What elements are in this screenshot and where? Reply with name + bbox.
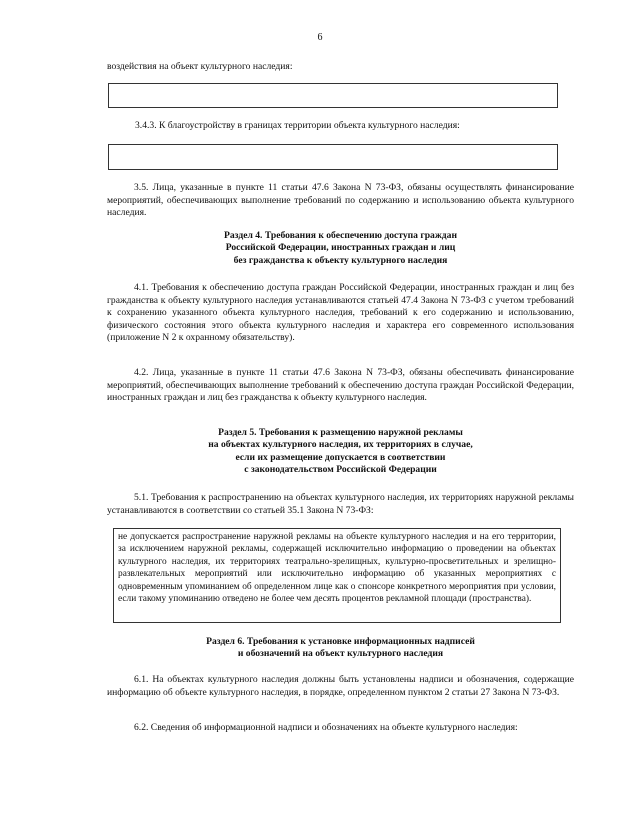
paragraph-5-1: 5.1. Требования к распространению на объектах культурного наследия, их территориях наружной рекламы устанавливаются в соответствии со статьей 35.1 Закона N 73-ФЗ: <box>107 492 574 516</box>
paragraph-6-1: 6.1. На объектах культурного наследия должны быть установлены надписи и обозначения, содержащие информацию об объекте культурного наследия, в порядке, определенном пунктом 2 статьи 27 Закона N 73-ФЗ. <box>107 674 574 698</box>
paragraph-4-1: 4.1. Требования к обеспечению доступа граждан Российской Федерации, иностранных граждан и лиц без гражданства к объекту культурного наследия устанавливаются статьей 47.4 Закона N 73-ФЗ с учетом требований к сохранению указанного объекта культурного наследия, требований к его содержанию и использованию, физического состояния этого объекта культурного наследия и характера его современного использования (приложение N 2 к охранному обязательству). <box>107 282 574 343</box>
paragraph-3-4-2-tail: воздействия на объект культурного наследия: <box>107 61 293 72</box>
paragraph-3-4-3: 3.4.3. К благоустройству в границах территории объекта культурного наследия: <box>135 120 460 131</box>
text-field-3-4-3[interactable] <box>108 144 558 170</box>
section-4-title-line1: Раздел 4. Требования к обеспечению доступа граждан <box>224 230 457 241</box>
section-4-title-line2: Российской Федерации, иностранных граждан и лиц <box>225 242 456 254</box>
section-6-title-line2: и обозначений на объект культурного наследия <box>237 648 444 660</box>
text-field-3-4-2[interactable] <box>108 83 558 108</box>
paragraph-4-2: 4.2. Лица, указанные в пункте 11 статьи 47.6 Закона N 73-ФЗ, обязаны обеспечивать финансирование мероприятий, обеспечивающих выполнение требований к обеспечению доступа граждан Российской Федерации, иностранных граждан и лиц без гражданства к объекту культурного наследия. <box>107 367 574 403</box>
paragraph-3-5: 3.5. Лица, указанные в пункте 11 статьи 47.6 Закона N 73-ФЗ, обязаны осуществлять финансирование мероприятий, обеспечивающих выполнение требований по содержанию и использованию объекта культурного наследия. <box>107 182 574 218</box>
section-5-heading <box>107 427 574 477</box>
paragraph-6-2: 6.2. Сведения об информационной надписи и обозначениях на объекте культурного наследия: <box>134 722 518 733</box>
section-5-title-line3: если их размещение допускается в соответствии <box>235 451 446 463</box>
section-5-title-line2: на объектах культурного наследия, их территориях в случае, <box>208 439 473 451</box>
advertising-requirements-box: не допускается распространение наружной рекламы на объекте культурного наследия и на его территории, за исключением наружной рекламы, содержащей исключительно информацию о проведении на объектах культурного наследия, их территориях театрально-зрелищных, культурно-просветительных и зрелищно-развлекательных мероприятий или исключительно информацию об указанных мероприятиях с одновременным упоминанием об определенном лице как о спонсоре конкретного мероприятия при условии, если такому упоминанию отведено не более чем десять процентов рекламной площади (пространства). <box>113 528 561 623</box>
page-number: 6 <box>317 32 323 43</box>
section-5-title-line1: Раздел 5. Требования к размещению наружной рекламы <box>218 427 463 438</box>
section-6-title-line1: Раздел 6. Требования к установке информационных надписей <box>206 636 475 647</box>
section-6-heading <box>107 636 574 661</box>
section-4-title-line3: без гражданства к объекту культурного наследия <box>233 254 448 266</box>
section-4-heading <box>107 230 574 267</box>
section-5-title-line4: с законодательством Российской Федерации <box>244 464 437 476</box>
